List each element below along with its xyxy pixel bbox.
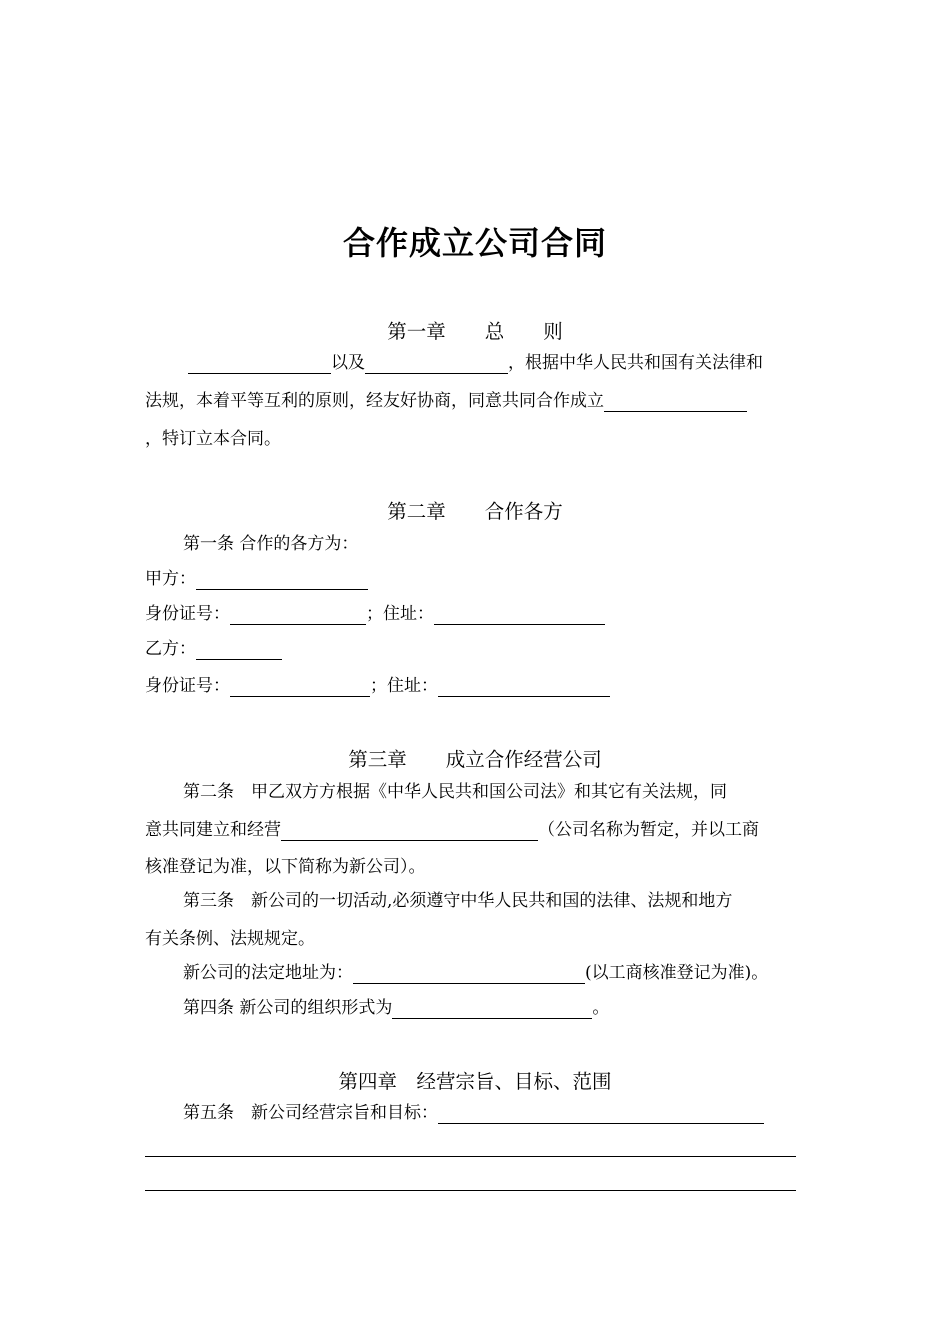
purpose-blank[interactable] xyxy=(438,1105,764,1124)
ch1-line-2 xyxy=(145,390,747,412)
party-b-id-line xyxy=(145,675,610,697)
legal-address-note: (以工商核准登记为准)。 xyxy=(585,963,769,983)
purpose-blank-line-2[interactable] xyxy=(145,1156,796,1157)
blank-party-2[interactable] xyxy=(365,355,508,374)
blank-party-1[interactable] xyxy=(188,355,331,374)
article-3-line-1: 第三条 新公司的一切活动,必须遵守中华人民共和国的法律、法规和地方 xyxy=(183,891,733,911)
ch1-law-text: ，根据中华人民共和国有关法律和 xyxy=(508,353,763,373)
organization-form-blank[interactable] xyxy=(392,1000,592,1019)
party-a-id-line xyxy=(145,603,605,625)
legal-address-line xyxy=(183,962,768,984)
chapter-4-heading: 第四章 经营宗旨、目标、范围 xyxy=(338,1070,612,1093)
ch1-line-1 xyxy=(188,352,763,374)
article-4-line xyxy=(183,997,609,1019)
article-2-line-1: 第二条 甲乙双方方根据《中华人民共和国公司法》和其它有关法规，同 xyxy=(183,782,727,802)
article-1: 第一条 合作的各方为： xyxy=(183,534,359,554)
chapter-2-heading: 第二章 合作各方 xyxy=(387,500,563,523)
article-5-text: 第五条 新公司经营宗旨和目标： xyxy=(183,1103,438,1123)
article-5-line xyxy=(183,1102,764,1124)
document-title: 合作成立公司合同 xyxy=(342,224,607,262)
address-label-a: ；住址： xyxy=(366,604,434,624)
party-b-blank[interactable] xyxy=(196,641,282,660)
id-label-a: 身份证号： xyxy=(145,604,230,624)
legal-address-label: 新公司的法定地址为： xyxy=(183,963,353,983)
chapter-1-heading: 第一章 总 则 xyxy=(387,320,563,343)
article-2-note: （公司名称为暂定，并以工商 xyxy=(538,820,759,840)
article-2-line-2 xyxy=(145,819,759,841)
party-a-line xyxy=(145,568,368,590)
purpose-blank-line-3[interactable] xyxy=(145,1190,796,1191)
article-2-operate-text: 意共同建立和经营 xyxy=(145,820,281,840)
party-a-blank[interactable] xyxy=(196,571,368,590)
blank-company[interactable] xyxy=(604,393,747,412)
article-3-line-2: 有关条例、法规规定。 xyxy=(145,929,315,949)
ch1-and-text: 以及 xyxy=(331,353,365,373)
chapter-3-heading: 第三章 成立合作经营公司 xyxy=(348,748,602,771)
company-name-blank[interactable] xyxy=(281,822,538,841)
article-4-end: 。 xyxy=(592,998,610,1018)
ch1-principle-text: 法规，本着平等互利的原则，经友好协商，同意共同合作成立 xyxy=(145,391,604,411)
party-a-label: 甲方： xyxy=(145,569,196,589)
id-blank-b[interactable] xyxy=(230,678,370,697)
article-2-line-3: 核准登记为准，以下简称为新公司）。 xyxy=(145,857,426,877)
address-blank-a[interactable] xyxy=(434,606,605,625)
address-label-b: ；住址： xyxy=(370,676,438,696)
article-4-text: 第四条 新公司的组织形式为 xyxy=(183,998,393,1018)
ch1-line-3: ，特订立本合同。 xyxy=(145,429,281,449)
id-label-b: 身份证号： xyxy=(145,676,230,696)
legal-address-blank[interactable] xyxy=(353,965,585,984)
party-b-line xyxy=(145,638,282,660)
party-b-label: 乙方： xyxy=(145,639,196,659)
address-blank-b[interactable] xyxy=(438,678,610,697)
id-blank-a[interactable] xyxy=(230,606,366,625)
